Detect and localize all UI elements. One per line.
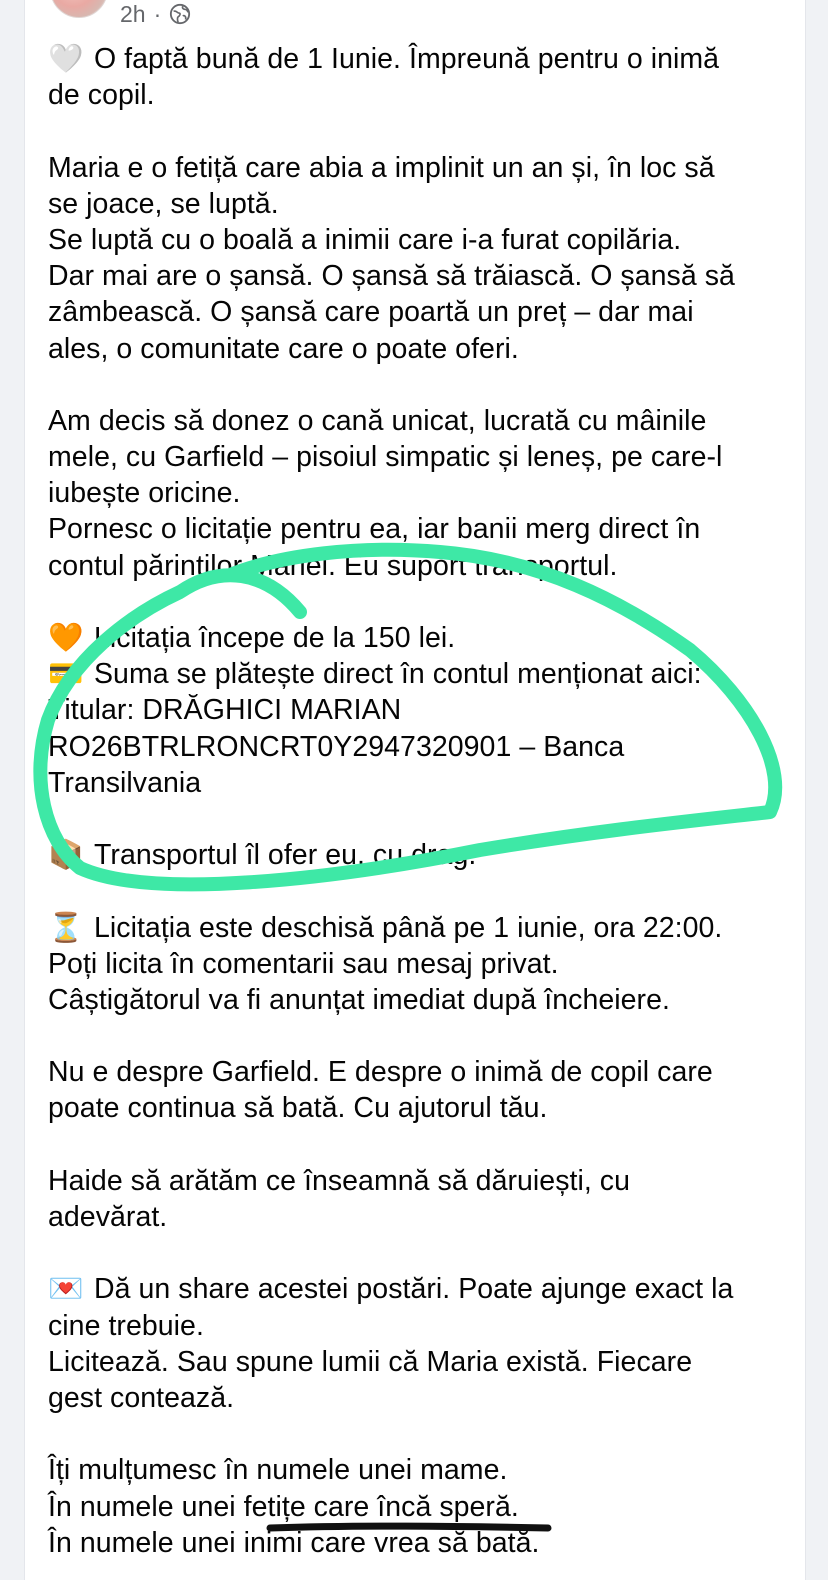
post-text: Suma se plătește direct în contul menționat aici:: [94, 658, 702, 691]
post-text-line: [48, 1525, 788, 1561]
post-text: Haide să arătăm ce înseamnă să dăruiești, cu: [48, 1164, 630, 1197]
post-time[interactable]: 2h: [120, 0, 146, 27]
post-text: Licitația este deschisă până pe 1 iunie, ora 22:00.: [94, 911, 723, 944]
post-text-line: [48, 77, 788, 113]
orange-heart-icon: 🧡: [48, 621, 84, 654]
post-text-line: [48, 1199, 788, 1235]
post-text: zâmbească. O șansă care poartă un preț – dar mai: [48, 296, 694, 329]
post-text: ales, o comunitate care o poate oferi.: [48, 332, 519, 365]
paragraph-gap: [48, 367, 788, 403]
post-text: Titular: DRĂGHICI MARIAN: [48, 694, 402, 727]
post-text: de copil.: [48, 79, 155, 112]
post-text-line: [48, 620, 788, 656]
post-text-line: [48, 1163, 788, 1199]
post-text-line: [48, 729, 788, 765]
post-text: mele, cu Garfield – pisoiul simpatic și leneș, pe care-l: [48, 441, 723, 474]
post-text-line: [48, 1090, 788, 1126]
post-text: poate continua să bată. Cu ajutorul tău.: [48, 1092, 548, 1125]
post-text: RO26BTRLRONCRT0Y2947320901 – Banca: [48, 730, 625, 763]
post-text: Licitează. Sau spune lumii că Maria există. Fiecare: [48, 1345, 693, 1378]
post-text-line: [48, 765, 788, 801]
hourglass-icon: ⏳: [48, 910, 84, 944]
post-text-line: [48, 439, 788, 475]
white-heart-icon: 🤍: [48, 42, 84, 75]
post-text-line: [48, 1489, 788, 1525]
post-text: Licitația începe de la 150 lei.: [94, 622, 456, 654]
post-text-line: [48, 1054, 788, 1090]
post-text: Se luptă cu o boală a inimii care i-a furat copilăria.: [48, 223, 682, 256]
post-text-line: [48, 403, 788, 439]
post-text: Poți licita în comentarii sau mesaj privat.: [48, 947, 559, 980]
post-text-line: [48, 692, 788, 728]
post-text: se joace, se luptă.: [48, 187, 279, 220]
post-text-line: [48, 222, 788, 258]
post-text-line: [48, 150, 788, 186]
post-text: În numele unei inimi care vrea să bată.: [48, 1526, 540, 1559]
globe-icon[interactable]: [169, 3, 191, 25]
paragraph-gap: [48, 801, 788, 837]
meta-separator: ·: [153, 0, 162, 27]
post-text-line: [48, 1308, 788, 1344]
post-text: iubește oricine.: [48, 477, 241, 510]
post-text-line: [48, 548, 788, 584]
post-text-line: [48, 1380, 788, 1416]
post-text-line: [48, 258, 788, 294]
paragraph-gap: [48, 873, 788, 909]
post-text: Câștigătorul va fi anunțat imediat după încheiere.: [48, 983, 670, 1016]
post-text: contul părinților Mariei. Eu suport transportul.: [48, 549, 618, 582]
post-text: adevărat.: [48, 1201, 168, 1233]
paragraph-gap: [48, 1018, 788, 1054]
post-text-line: [48, 910, 788, 946]
post-text: cine trebuie.: [48, 1309, 204, 1342]
post-text-line: [48, 186, 788, 222]
post-text: Nu e despre Garfield. E despre o inimă de copil care: [48, 1056, 713, 1089]
post-text: Dă un share acestei postări. Poate ajunge exact la: [94, 1273, 734, 1306]
post-text: Maria e o fetiță care abia a implinit un an și, în loc să: [48, 151, 715, 184]
paragraph-gap: [48, 113, 788, 149]
post-text: Transilvania: [48, 766, 202, 799]
post-meta: [120, 0, 191, 28]
credit-card-icon: 💳: [48, 657, 84, 691]
post-text: Dar mai are o șansă. O șansă să trăiască. O șansă să: [48, 260, 735, 293]
post-text-line: [48, 331, 788, 367]
post-text: O faptă bună de 1 Iunie. Împreună pentru o inimă: [94, 43, 720, 75]
post-text-line: [48, 41, 788, 77]
post-body: [48, 41, 788, 1561]
post-text: În numele unei fetițe care încă speră.: [48, 1490, 519, 1523]
post-text-line: [48, 1344, 788, 1380]
paragraph-gap: [48, 1235, 788, 1271]
post-text-line: [48, 982, 788, 1018]
paragraph-gap: [48, 1416, 788, 1452]
post-text: Pornesc o licitație pentru ea, iar banii merg direct în: [48, 513, 701, 546]
paragraph-gap: [48, 1127, 788, 1163]
post-text: gest contează.: [48, 1381, 235, 1414]
post-text-line: [48, 656, 788, 692]
love-letter-icon: 💌: [48, 1272, 84, 1306]
post-text: Am decis să donez o cană unicat, lucrată cu mâinile: [48, 404, 707, 437]
paragraph-gap: [48, 584, 788, 620]
post-text-line: [48, 475, 788, 511]
post-text-line: [48, 946, 788, 982]
post-text-line: [48, 1452, 788, 1488]
post-text-line: [48, 511, 788, 547]
post-text-line: [48, 837, 788, 873]
post-text-line: [48, 1271, 788, 1307]
post-text: Îți mulțumesc în numele unei mame.: [48, 1454, 508, 1487]
package-icon: 📦: [48, 838, 84, 872]
post-text: Transportul îl ofer eu, cu drag.: [94, 839, 477, 872]
post-text-line: [48, 294, 788, 330]
